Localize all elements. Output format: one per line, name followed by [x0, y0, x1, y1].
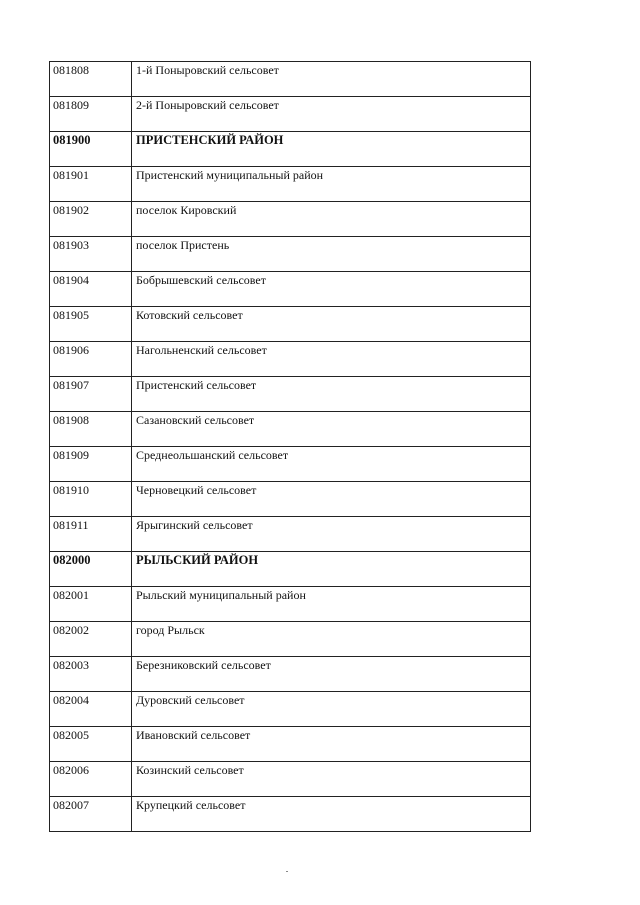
- row-name: РЫЛЬСКИЙ РАЙОН: [132, 552, 531, 587]
- table-row: [50, 762, 531, 797]
- table-row: [50, 97, 531, 132]
- row-name: Бобрышевский сельсовет: [132, 272, 531, 307]
- row-name: Ивановский сельсовет: [132, 727, 531, 762]
- row-code: 081904: [50, 272, 132, 307]
- row-name: Пристенский муниципальный район: [132, 167, 531, 202]
- table-row: [50, 412, 531, 447]
- row-code: 081808: [50, 62, 132, 97]
- code-table: [49, 61, 531, 832]
- table-row: [50, 377, 531, 412]
- row-code: 082000: [50, 552, 132, 587]
- table-row: [50, 167, 531, 202]
- row-code: 082004: [50, 692, 132, 727]
- row-name: 1-й Поныровский сельсовет: [132, 62, 531, 97]
- row-name: поселок Пристень: [132, 237, 531, 272]
- row-name: Среднеольшанский сельсовет: [132, 447, 531, 482]
- table-row: [50, 517, 531, 552]
- table-row-district: [50, 552, 531, 587]
- row-name: поселок Кировский: [132, 202, 531, 237]
- row-code: 082007: [50, 797, 132, 832]
- row-code: 081901: [50, 167, 132, 202]
- table-row: [50, 622, 531, 657]
- table-row: [50, 447, 531, 482]
- row-code: 082006: [50, 762, 132, 797]
- row-name: Котовский сельсовет: [132, 307, 531, 342]
- row-code: 081900: [50, 132, 132, 167]
- table-row: [50, 202, 531, 237]
- row-code: 081909: [50, 447, 132, 482]
- row-name: Крупецкий сельсовет: [132, 797, 531, 832]
- scan-speck: [286, 871, 288, 872]
- row-code: 082005: [50, 727, 132, 762]
- row-name: ПРИСТЕНСКИЙ РАЙОН: [132, 132, 531, 167]
- row-code: 081911: [50, 517, 132, 552]
- row-name: Рыльский муниципальный район: [132, 587, 531, 622]
- row-code: 081907: [50, 377, 132, 412]
- row-name: 2-й Поныровский сельсовет: [132, 97, 531, 132]
- table-row: [50, 727, 531, 762]
- table-row: [50, 342, 531, 377]
- table-row: [50, 62, 531, 97]
- table-row: [50, 692, 531, 727]
- row-code: 081902: [50, 202, 132, 237]
- row-name: Пристенский сельсовет: [132, 377, 531, 412]
- table-row: [50, 657, 531, 692]
- code-table-body: [50, 62, 531, 832]
- row-name: Черновецкий сельсовет: [132, 482, 531, 517]
- row-name: Козинский сельсовет: [132, 762, 531, 797]
- row-name: Березниковский сельсовет: [132, 657, 531, 692]
- row-code: 082001: [50, 587, 132, 622]
- row-code: 081906: [50, 342, 132, 377]
- table-row: [50, 587, 531, 622]
- table-row: [50, 307, 531, 342]
- table-row-district: [50, 132, 531, 167]
- row-code: 081908: [50, 412, 132, 447]
- row-name: Нагольненский сельсовет: [132, 342, 531, 377]
- row-code: 081910: [50, 482, 132, 517]
- row-code: 081809: [50, 97, 132, 132]
- table-row: [50, 272, 531, 307]
- row-name: Ярыгинский сельсовет: [132, 517, 531, 552]
- row-name: город Рыльск: [132, 622, 531, 657]
- table-row: [50, 482, 531, 517]
- row-name: Дуровский сельсовет: [132, 692, 531, 727]
- table-row: [50, 797, 531, 832]
- table-row: [50, 237, 531, 272]
- row-code: 082003: [50, 657, 132, 692]
- row-code: 081903: [50, 237, 132, 272]
- row-name: Сазановский сельсовет: [132, 412, 531, 447]
- row-code: 082002: [50, 622, 132, 657]
- row-code: 081905: [50, 307, 132, 342]
